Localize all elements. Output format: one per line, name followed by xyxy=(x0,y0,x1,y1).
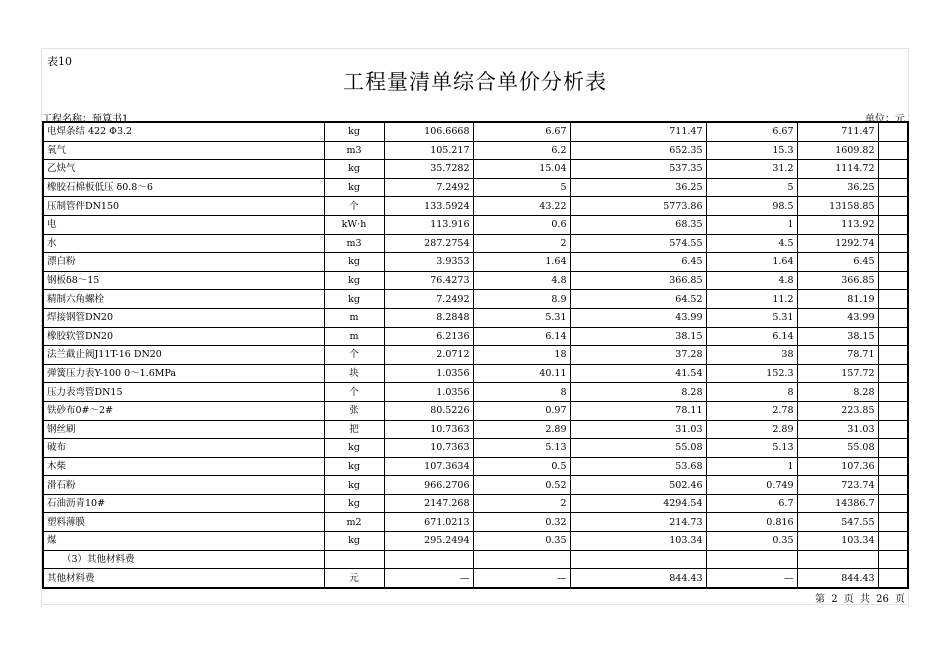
cell-unit: 个 xyxy=(324,346,384,365)
table-row xyxy=(43,308,908,327)
table-row xyxy=(43,364,908,383)
cell-name: 电 xyxy=(43,215,324,234)
cell-price2: 0.35 xyxy=(706,532,797,551)
cell-price2: — xyxy=(706,569,797,588)
cell-amount: 43.99 xyxy=(570,308,706,327)
cell-qty: 106.6668 xyxy=(384,122,473,141)
cell-name: 滑石粉 xyxy=(43,476,324,495)
cell-price2: 2.78 xyxy=(706,401,797,420)
cell-price: 5.31 xyxy=(473,308,570,327)
cell-price2: 0.749 xyxy=(706,476,797,495)
cell-blank xyxy=(878,160,908,179)
cell-amount2: 107.36 xyxy=(797,457,878,476)
cell-price2: 4.5 xyxy=(706,234,797,253)
cell-blank xyxy=(878,122,908,141)
cell-blank xyxy=(878,141,908,160)
cell-name: 精制六角螺栓 xyxy=(43,290,324,309)
cell-amount2: 113.92 xyxy=(797,215,878,234)
cell-name: 乙炔气 xyxy=(43,160,324,179)
cell-blank xyxy=(878,439,908,458)
cell-name: 电焊条结 422 Φ3.2 xyxy=(43,122,324,141)
table-group-row xyxy=(43,550,908,569)
cell-qty: 105.217 xyxy=(384,141,473,160)
cell-amount: 711.47 xyxy=(570,122,706,141)
cell-price: 0.97 xyxy=(473,401,570,420)
page-counter: 第 2 页 共 26 页 xyxy=(815,594,905,605)
cell-amount: 8.28 xyxy=(570,383,706,402)
cell-amount2: 711.47 xyxy=(797,122,878,141)
cell-amount2: 1114.72 xyxy=(797,160,878,179)
cell-amount: 38.15 xyxy=(570,327,706,346)
cell-unit: kg xyxy=(324,271,384,290)
cell-qty: 133.5924 xyxy=(384,197,473,216)
cell-name: 木柴 xyxy=(43,457,324,476)
cell-price: 5 xyxy=(473,178,570,197)
cell-amount2: 55.08 xyxy=(797,439,878,458)
cell-amount: 574.55 xyxy=(570,234,706,253)
cell-blank xyxy=(878,550,908,569)
cell-amount: 844.43 xyxy=(570,569,706,588)
cell-qty: 35.7282 xyxy=(384,160,473,179)
cell-amount: 41.54 xyxy=(570,364,706,383)
cell-price2: 6.14 xyxy=(706,327,797,346)
cell-price: 8.9 xyxy=(473,290,570,309)
cell-unit: kg xyxy=(324,494,384,513)
cell-price2: 11.2 xyxy=(706,290,797,309)
cell-unit: kg xyxy=(324,160,384,179)
cell-unit: m3 xyxy=(324,234,384,253)
cell-blank xyxy=(878,290,908,309)
cell-price: 0.5 xyxy=(473,457,570,476)
cell-price: 40.11 xyxy=(473,364,570,383)
table-row xyxy=(43,383,908,402)
cell-blank xyxy=(878,215,908,234)
cell-qty: 966.2706 xyxy=(384,476,473,495)
cell-name: 压制管件DN150 xyxy=(43,197,324,216)
cell-amount2: 103.34 xyxy=(797,532,878,551)
cell-name: 橡胶软管DN20 xyxy=(43,327,324,346)
cell-qty: 671.0213 xyxy=(384,513,473,532)
cell-unit: 个 xyxy=(324,197,384,216)
cell-price: 0.52 xyxy=(473,476,570,495)
cell-price2: 31.2 xyxy=(706,160,797,179)
cell-qty: 295.2494 xyxy=(384,532,473,551)
cell-unit: m xyxy=(324,308,384,327)
cell-blank xyxy=(878,494,908,513)
cell-price2 xyxy=(706,550,797,569)
cell-price: 6.67 xyxy=(473,122,570,141)
cell-blank xyxy=(878,308,908,327)
cell-price: 0.32 xyxy=(473,513,570,532)
table-row xyxy=(43,234,908,253)
cell-price: 0.6 xyxy=(473,215,570,234)
cell-amount: 366.85 xyxy=(570,271,706,290)
cell-blank xyxy=(878,457,908,476)
cell-qty: 80.5226 xyxy=(384,401,473,420)
cell-unit xyxy=(324,550,384,569)
cell-name: 破布 xyxy=(43,439,324,458)
cell-price: 2.89 xyxy=(473,420,570,439)
currency-unit: 单位：元 xyxy=(865,114,905,125)
cell-blank xyxy=(878,346,908,365)
cell-blank xyxy=(878,513,908,532)
cell-price: 0.35 xyxy=(473,532,570,551)
cell-amount: 5773.86 xyxy=(570,197,706,216)
cell-price2: 6.67 xyxy=(706,122,797,141)
cell-price2: 2.89 xyxy=(706,420,797,439)
cell-name: 煤 xyxy=(43,532,324,551)
cell-amount: 214.73 xyxy=(570,513,706,532)
cell-name: 焊接钢管DN20 xyxy=(43,308,324,327)
cell-qty: 76.4273 xyxy=(384,271,473,290)
cell-qty: 113.916 xyxy=(384,215,473,234)
cell-blank xyxy=(878,364,908,383)
cell-amount2: 6.45 xyxy=(797,253,878,272)
cell-name: 钢丝刷 xyxy=(43,420,324,439)
cell-price2: 98.5 xyxy=(706,197,797,216)
cell-qty: 3.9353 xyxy=(384,253,473,272)
cell-amount2: 8.28 xyxy=(797,383,878,402)
cell-blank xyxy=(878,401,908,420)
cell-amount2: 547.55 xyxy=(797,513,878,532)
cell-unit: 块 xyxy=(324,364,384,383)
cell-amount2: 1292.74 xyxy=(797,234,878,253)
cell-price2: 1 xyxy=(706,457,797,476)
cell-amount: 78.11 xyxy=(570,401,706,420)
cell-name: 水 xyxy=(43,234,324,253)
cell-amount2: 844.43 xyxy=(797,569,878,588)
cell-price xyxy=(473,550,570,569)
cell-amount: 537.35 xyxy=(570,160,706,179)
cell-amount2: 36.25 xyxy=(797,178,878,197)
cell-qty xyxy=(384,550,473,569)
table-row xyxy=(43,494,908,513)
cell-price: 2 xyxy=(473,494,570,513)
cell-price: 6.14 xyxy=(473,327,570,346)
cell-qty: 7.2492 xyxy=(384,290,473,309)
table-row xyxy=(43,253,908,272)
cell-price2: 152.3 xyxy=(706,364,797,383)
cell-price: 8 xyxy=(473,383,570,402)
cell-amount2: 366.85 xyxy=(797,271,878,290)
cell-amount2: 13158.85 xyxy=(797,197,878,216)
cell-unit: 把 xyxy=(324,420,384,439)
cell-price: 4.8 xyxy=(473,271,570,290)
cell-name: 漂白粉 xyxy=(43,253,324,272)
cell-qty: — xyxy=(384,569,473,588)
cell-qty: 107.3634 xyxy=(384,457,473,476)
cell-amount2: 723.74 xyxy=(797,476,878,495)
cell-price: 15.04 xyxy=(473,160,570,179)
cell-price: 43.22 xyxy=(473,197,570,216)
table-row xyxy=(43,457,908,476)
table-row xyxy=(43,532,908,551)
cell-price2: 5.13 xyxy=(706,439,797,458)
table-row xyxy=(43,290,908,309)
cell-qty: 2147.268 xyxy=(384,494,473,513)
cell-unit: 张 xyxy=(324,401,384,420)
cell-qty: 1.0356 xyxy=(384,383,473,402)
cell-price: — xyxy=(473,569,570,588)
cell-amount2: 43.99 xyxy=(797,308,878,327)
cell-qty: 2.0712 xyxy=(384,346,473,365)
cell-price2: 15.3 xyxy=(706,141,797,160)
table-row xyxy=(43,271,908,290)
cell-unit: kg xyxy=(324,476,384,495)
cell-amount2: 31.03 xyxy=(797,420,878,439)
cell-amount2: 38.15 xyxy=(797,327,878,346)
cell-unit: 元 xyxy=(324,569,384,588)
cell-blank xyxy=(878,271,908,290)
cell-unit: kg xyxy=(324,290,384,309)
cell-qty: 8.2848 xyxy=(384,308,473,327)
cell-unit: kW·h xyxy=(324,215,384,234)
cell-blank xyxy=(878,197,908,216)
cell-unit: kg xyxy=(324,457,384,476)
cell-unit: m2 xyxy=(324,513,384,532)
cell-unit: kg xyxy=(324,253,384,272)
cell-qty: 10.7363 xyxy=(384,439,473,458)
cell-price2: 0.816 xyxy=(706,513,797,532)
table-row xyxy=(43,476,908,495)
cell-amount: 64.52 xyxy=(570,290,706,309)
cell-price2: 6.7 xyxy=(706,494,797,513)
page-title: 工程量清单综合单价分析表 xyxy=(343,70,607,94)
cell-amount: 36.25 xyxy=(570,178,706,197)
cell-price2: 1 xyxy=(706,215,797,234)
cell-unit: m xyxy=(324,327,384,346)
table-row xyxy=(43,401,908,420)
cell-name: 法兰截止阀J11T-16 DN20 xyxy=(43,346,324,365)
cell-blank xyxy=(878,420,908,439)
cell-price: 18 xyxy=(473,346,570,365)
cell-name: 弹簧压力表Y-100 0～1.6MPa xyxy=(43,364,324,383)
cell-price2: 1.64 xyxy=(706,253,797,272)
cell-qty: 6.2136 xyxy=(384,327,473,346)
cell-amount: 652.35 xyxy=(570,141,706,160)
cell-unit: m3 xyxy=(324,141,384,160)
table-row xyxy=(43,420,908,439)
cell-amount: 6.45 xyxy=(570,253,706,272)
cell-name: 其他材料费 xyxy=(43,569,324,588)
cell-price2: 5.31 xyxy=(706,308,797,327)
cell-amount xyxy=(570,550,706,569)
project-name: 工程名称：预算书1 xyxy=(42,114,129,125)
cell-unit: kg xyxy=(324,439,384,458)
cell-blank xyxy=(878,253,908,272)
table-row xyxy=(43,513,908,532)
cell-blank xyxy=(878,234,908,253)
cell-name: 石油沥青10# xyxy=(43,494,324,513)
cell-amount2: 223.85 xyxy=(797,401,878,420)
price-analysis-table xyxy=(42,121,909,589)
table-row xyxy=(43,346,908,365)
table-row xyxy=(43,439,908,458)
table-row xyxy=(43,178,908,197)
table-row xyxy=(43,160,908,179)
cell-name: 铁砂布0#～2# xyxy=(43,401,324,420)
cell-price2: 5 xyxy=(706,178,797,197)
cell-unit: kg xyxy=(324,532,384,551)
table-number: 表10 xyxy=(47,55,72,68)
cell-unit: 个 xyxy=(324,383,384,402)
cell-price: 1.64 xyxy=(473,253,570,272)
table-row xyxy=(43,141,908,160)
cell-amount: 37.28 xyxy=(570,346,706,365)
cell-qty: 1.0356 xyxy=(384,364,473,383)
cell-amount2: 1609.82 xyxy=(797,141,878,160)
cell-blank xyxy=(878,532,908,551)
cell-amount: 31.03 xyxy=(570,420,706,439)
cell-blank xyxy=(878,178,908,197)
cell-amount: 53.68 xyxy=(570,457,706,476)
cell-price2: 38 xyxy=(706,346,797,365)
cell-amount2: 14386.7 xyxy=(797,494,878,513)
cell-name: （3）其他材料费 xyxy=(43,550,324,569)
cell-amount2: 78.71 xyxy=(797,346,878,365)
cell-price: 2 xyxy=(473,234,570,253)
table-row xyxy=(43,197,908,216)
cell-name: 压力表弯管DN15 xyxy=(43,383,324,402)
cell-qty: 287.2754 xyxy=(384,234,473,253)
cell-price2: 8 xyxy=(706,383,797,402)
cell-price2: 4.8 xyxy=(706,271,797,290)
cell-name: 橡胶石棉板低压 δ0.8～6 xyxy=(43,178,324,197)
cell-unit: kg xyxy=(324,122,384,141)
cell-blank xyxy=(878,476,908,495)
cell-price: 5.13 xyxy=(473,439,570,458)
table-row xyxy=(43,215,908,234)
cell-price: 6.2 xyxy=(473,141,570,160)
table-row xyxy=(43,569,908,588)
page-bottom-rule xyxy=(41,604,907,605)
cell-amount: 103.34 xyxy=(570,532,706,551)
cell-blank xyxy=(878,327,908,346)
cell-amount2 xyxy=(797,550,878,569)
cell-amount: 68.35 xyxy=(570,215,706,234)
cell-amount2: 157.72 xyxy=(797,364,878,383)
table-row xyxy=(43,122,908,141)
cell-unit: kg xyxy=(324,178,384,197)
cell-blank xyxy=(878,383,908,402)
cell-amount: 55.08 xyxy=(570,439,706,458)
cell-name: 钢板δ8～15 xyxy=(43,271,324,290)
cell-amount2: 81.19 xyxy=(797,290,878,309)
cell-qty: 10.7363 xyxy=(384,420,473,439)
cell-blank xyxy=(878,569,908,588)
table-row xyxy=(43,327,908,346)
cell-amount: 502.46 xyxy=(570,476,706,495)
cell-name: 塑料薄膜 xyxy=(43,513,324,532)
cell-amount: 4294.54 xyxy=(570,494,706,513)
cell-name: 氧气 xyxy=(43,141,324,160)
cell-qty: 7.2492 xyxy=(384,178,473,197)
